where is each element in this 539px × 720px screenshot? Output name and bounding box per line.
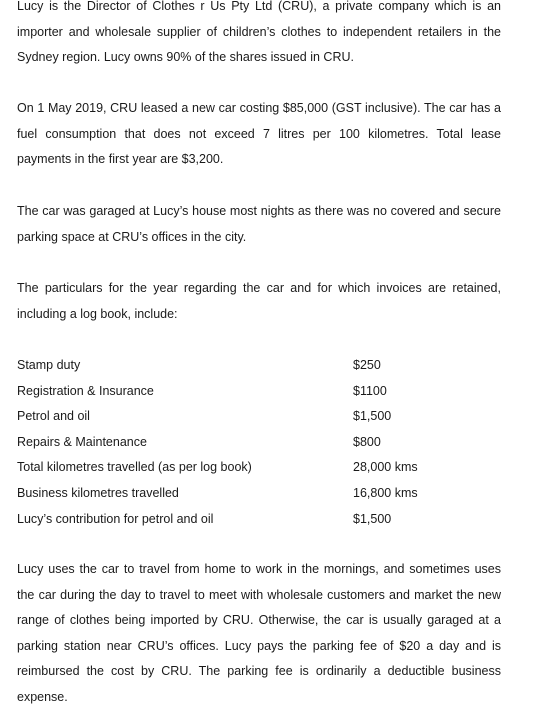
particulars-value: $1,500 <box>353 409 392 424</box>
particulars-label: Business kilometres travelled <box>17 485 179 500</box>
particulars-row-petrol-oil <box>17 404 501 430</box>
particulars-intro-paragraph: The particulars for the year regarding the car and for which invoices are retained, including a log book, include: <box>17 281 501 321</box>
lease-paragraph: On 1 May 2019, CRU leased a new car costing $85,000 (GST inclusive). The car has a fuel consumption that does not exceed 7 litres per 100 kilometres. Total lease payments in the first year are $3,200. <box>17 101 501 167</box>
particulars-value: $1100 <box>353 383 387 398</box>
particulars-label: Stamp duty <box>17 358 81 372</box>
particulars-label: Registration & Insurance <box>17 383 154 398</box>
particulars-row-repairs <box>17 430 501 456</box>
particulars-row-stamp-duty <box>17 353 501 379</box>
particulars-value: $250 <box>353 358 381 372</box>
particulars-row-business-km <box>17 481 501 507</box>
particulars-label: Lucy’s contribution for petrol and oil <box>17 511 214 526</box>
particulars-value: $1,500 <box>353 511 392 526</box>
particulars-label: Total kilometres travelled (as per log book) <box>17 460 252 475</box>
particulars-label: Petrol and oil <box>17 409 90 424</box>
particulars-list <box>17 353 501 532</box>
particulars-value: 28,000 kms <box>353 460 418 475</box>
intro-paragraph: Lucy is the Director of Clothes r Us Pty Ltd (CRU), a private company which is an importer and wholesale supplier of children’s clothes to independent retailers in the Sydney region. Lucy owns 90% of the shares issued in CRU. <box>17 0 501 65</box>
particulars-row-total-km <box>17 455 501 481</box>
particulars-row-registration <box>17 379 501 405</box>
particulars-label: Repairs & Maintenance <box>17 434 147 449</box>
usage-paragraph: Lucy uses the car to travel from home to work in the mornings, and sometimes uses the car during the day to travel to meet with wholesale customers and market the new range of clothes being imported by CRU. Otherwise, the car is usually garaged at a parking station near CRU’s offices. Lucy pays the parking fee of $20 a day and is reimbursed the cost by CRU. The parking fee is ordinarily a deductible business expense. <box>17 562 501 704</box>
particulars-value: $800 <box>353 434 381 449</box>
garaged-paragraph: The car was garaged at Lucy’s house most nights as there was no covered and secure parking space at CRU’s offices in the city. <box>17 204 501 244</box>
particulars-value: 16,800 kms <box>353 485 418 500</box>
particulars-row-lucy-contribution <box>17 507 501 533</box>
